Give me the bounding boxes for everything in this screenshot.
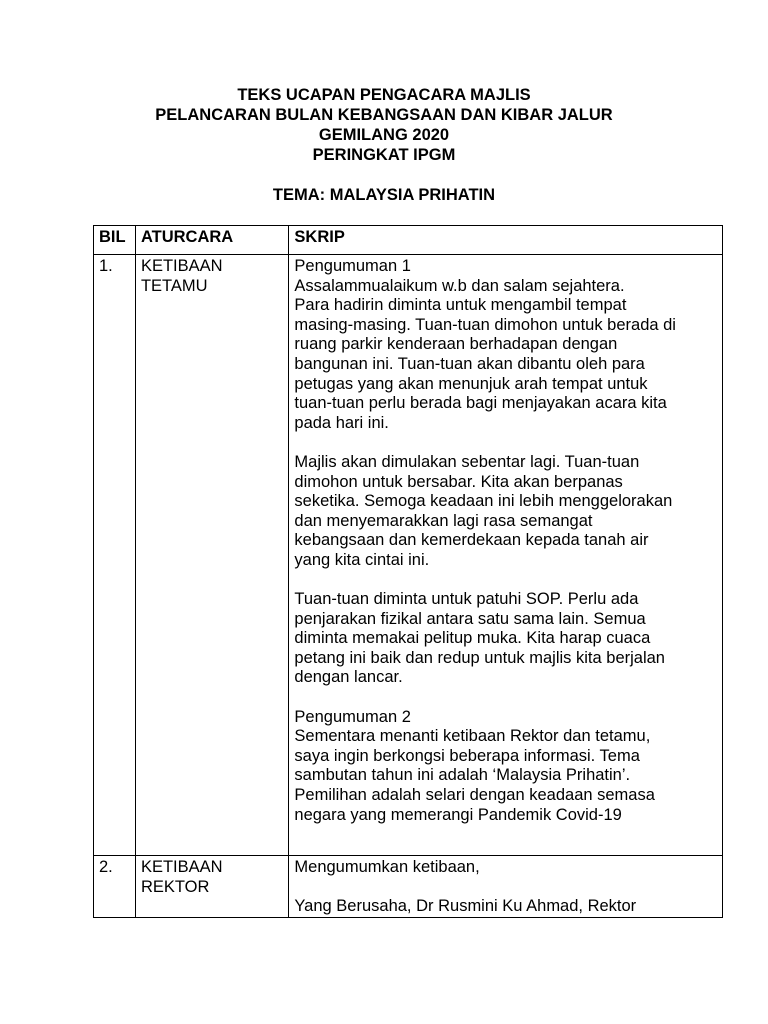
skrip-line: Sementara menanti ketibaan Rektor dan tetamu,: [294, 727, 651, 746]
skrip-line: masing-masing. Tuan-tuan dimohon untuk berada di: [294, 315, 676, 334]
cell-skrip: [289, 255, 723, 856]
table-row: [94, 856, 723, 918]
skrip-paragraph: [294, 453, 718, 571]
skrip-paragraph: [294, 257, 718, 433]
skrip-line: bangunan ini. Tuan-tuan akan dibantu oleh para: [294, 354, 645, 373]
skrip-line: penjarakan fizikal antara satu sama lain. Semua: [294, 609, 646, 628]
skrip-line: diminta memakai pelitup muka. Kita harap cuaca: [294, 629, 651, 648]
skrip-line: sambutan tahun ini adalah ‘Malaysia Prihatin’.: [294, 766, 631, 785]
skrip-paragraph: [294, 897, 718, 917]
skrip-line: petang ini baik dan redup untuk majlis kita berjalan: [294, 648, 665, 667]
skrip-paragraph: [294, 858, 718, 878]
header-skrip: SKRIP: [289, 226, 723, 255]
skrip-line: pada hari ini.: [294, 413, 389, 432]
aturcara-line: TETAMU: [140, 276, 208, 295]
skrip-line: Pengumuman 1: [294, 257, 411, 275]
skrip-line: dengan lancar.: [294, 668, 403, 687]
cell-bil: 2.: [94, 856, 136, 918]
skrip-line: dan menyemarakkan lagi rasa semangat: [294, 511, 593, 530]
skrip-line: Yang Berusaha, Dr Rusmini Ku Ahmad, Rektor: [294, 897, 637, 916]
skrip-line: Assalammualaikum w.b dan salam sejahtera.: [294, 276, 625, 295]
aturcara-line: KETIBAAN: [140, 858, 223, 876]
title-line: PERINGKAT IPGM: [312, 146, 456, 164]
skrip-line: petugas yang akan menunjuk arah tempat untuk: [294, 374, 648, 393]
script-table: [93, 225, 723, 918]
skrip-line: Para hadirin diminta untuk mengambil tempat: [294, 296, 627, 315]
skrip-line: Majlis akan dimulakan sebentar lagi. Tuan-tuan: [294, 452, 640, 471]
aturcara-line: KETIBAAN: [140, 257, 223, 275]
header-aturcara: ATURCARA: [135, 226, 288, 255]
document-title: [0, 85, 768, 165]
cell-bil: 1.: [94, 255, 136, 856]
table-row: [94, 255, 723, 856]
skrip-line: dimohon untuk bersabar. Kita akan berpanas: [294, 472, 623, 491]
skrip-line: Pemilihan adalah selari dengan keadaan semasa: [294, 786, 655, 805]
theme-heading: TEMA: MALAYSIA PRIHATIN: [272, 186, 496, 204]
aturcara-line: REKTOR: [140, 877, 210, 896]
header-bil: BIL: [94, 226, 136, 255]
skrip-line: kebangsaan dan kemerdekaan kepada tanah air: [294, 531, 649, 550]
table-header-row: [94, 226, 723, 255]
cell-skrip: [289, 856, 723, 918]
skrip-line: Pengumuman 2: [294, 707, 411, 726]
skrip-line: tuan-tuan perlu berada bagi menjayakan acara kita: [294, 394, 667, 413]
skrip-line: Tuan-tuan diminta untuk patuhi SOP. Perlu ada: [294, 590, 639, 609]
skrip-line: Mengumumkan ketibaan,: [294, 858, 480, 876]
skrip-line: ruang parkir kenderaan berhadapan dengan: [294, 335, 618, 354]
title-line: TEKS UCAPAN PENGACARA MAJLIS: [237, 86, 531, 104]
title-line: GEMILANG 2020: [318, 126, 450, 144]
skrip-line: negara yang memerangi Pandemik Covid-19: [294, 805, 622, 824]
title-line: PELANCARAN BULAN KEBANGSAAN DAN KIBAR JALUR: [155, 106, 613, 124]
skrip-line: yang kita cintai ini.: [294, 550, 430, 569]
skrip-paragraph: [294, 708, 718, 826]
cell-aturcara: [135, 255, 288, 856]
skrip-line: saya ingin berkongsi beberapa informasi. Tema: [294, 746, 640, 765]
skrip-line: seketika. Semoga keadaan ini lebih menggelorakan: [294, 492, 673, 511]
skrip-paragraph: [294, 590, 718, 688]
cell-aturcara: [135, 856, 288, 918]
